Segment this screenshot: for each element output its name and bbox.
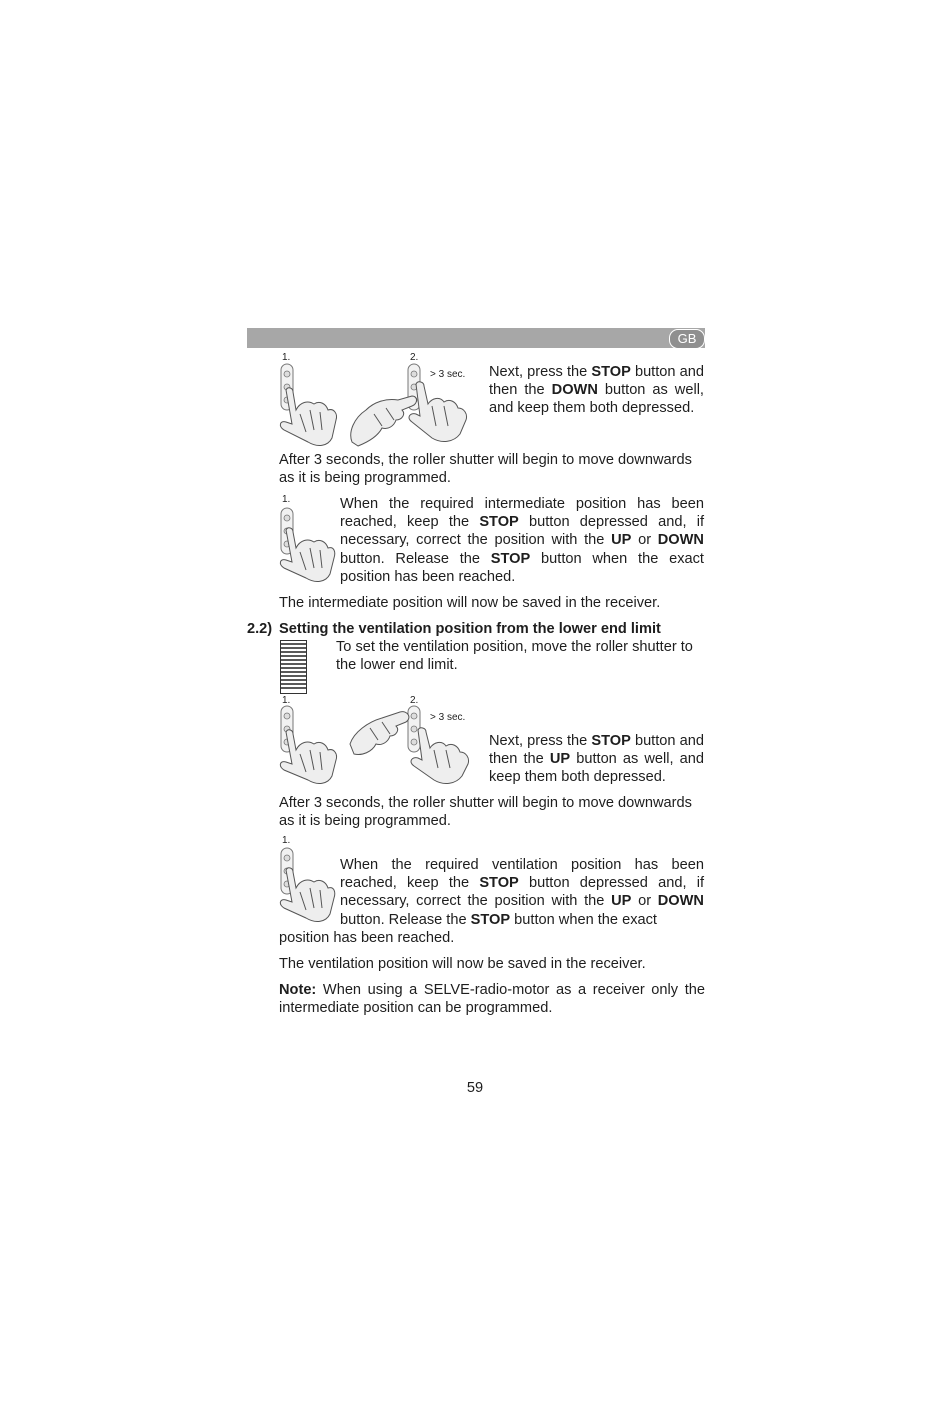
step-1-label: 1. <box>282 835 291 846</box>
move-to-lower-limit-text: To set the ventilation position, move the roller shutter to the lower end limit. <box>336 639 693 674</box>
hand-icon <box>280 388 336 446</box>
hand-icon <box>411 728 468 784</box>
section-number: 2.2) <box>247 621 273 637</box>
section-title: Setting the ventilation position from the lower end limit <box>279 621 661 637</box>
ventilation-saved-text: The ventilation position will now be saved in the receiver. <box>279 956 646 972</box>
duration-label: > 3 sec. <box>430 712 466 723</box>
step-2-label: 2. <box>410 695 419 706</box>
hand-icon <box>409 382 466 442</box>
step-1-label: 1. <box>282 494 291 505</box>
ventilation-reached-text-end: position has been reached. <box>279 930 455 946</box>
hold-stop-illustration <box>278 506 338 586</box>
hand-icon <box>280 528 334 582</box>
note-label: Note: <box>279 982 317 998</box>
hold-stop-illustration <box>278 846 338 926</box>
press-stop-up-illustration <box>278 704 483 790</box>
header-bar <box>247 328 705 348</box>
step-1-label: 1. <box>282 695 291 706</box>
hand-icon <box>351 396 417 446</box>
step-1-label: 1. <box>282 352 291 363</box>
hand-icon <box>280 730 336 784</box>
after-3-seconds-text: After 3 seconds, the roller shutter will begin to move downwards as it is being programmed. <box>279 795 692 830</box>
step-2-label: 2. <box>410 352 419 363</box>
intermediate-saved-text: The intermediate position will now be saved in the receiver. <box>279 595 661 611</box>
press-stop-down-text: Next, press the STOP button and then the DOWN button as well, and keep them both depressed. <box>489 364 704 417</box>
hand-icon <box>350 712 409 755</box>
note-text: When using a SELVE-radio-motor as a receiver only the intermediate position can be programmed. <box>279 982 705 1017</box>
language-badge: GB <box>669 329 705 349</box>
roller-shutter-closed-icon <box>280 640 308 695</box>
press-stop-down-illustration <box>278 362 478 448</box>
note-paragraph <box>279 981 705 1017</box>
after-3-seconds-text: After 3 seconds, the roller shutter will begin to move downwards as it is being programmed. <box>279 452 692 487</box>
duration-label: > 3 sec. <box>430 369 466 380</box>
page-number: 59 <box>466 1080 484 1096</box>
intermediate-reached-text: When the required intermediate position has been reached, keep the STOP button depressed and, if necessary, correct the position with the UP or DOWN button. Release the STOP button when the exact position has been reached. <box>340 496 704 585</box>
hand-icon <box>280 868 334 922</box>
ventilation-reached-text: When the required ventilation position has been reached, keep the STOP button depressed and, if necessary, correct the position with the UP or DOWN button. Release the STOP button when the exact <box>340 857 704 928</box>
press-stop-up-text: Next, press the STOP button and then the UP button as well, and keep them both depressed. <box>489 733 704 786</box>
